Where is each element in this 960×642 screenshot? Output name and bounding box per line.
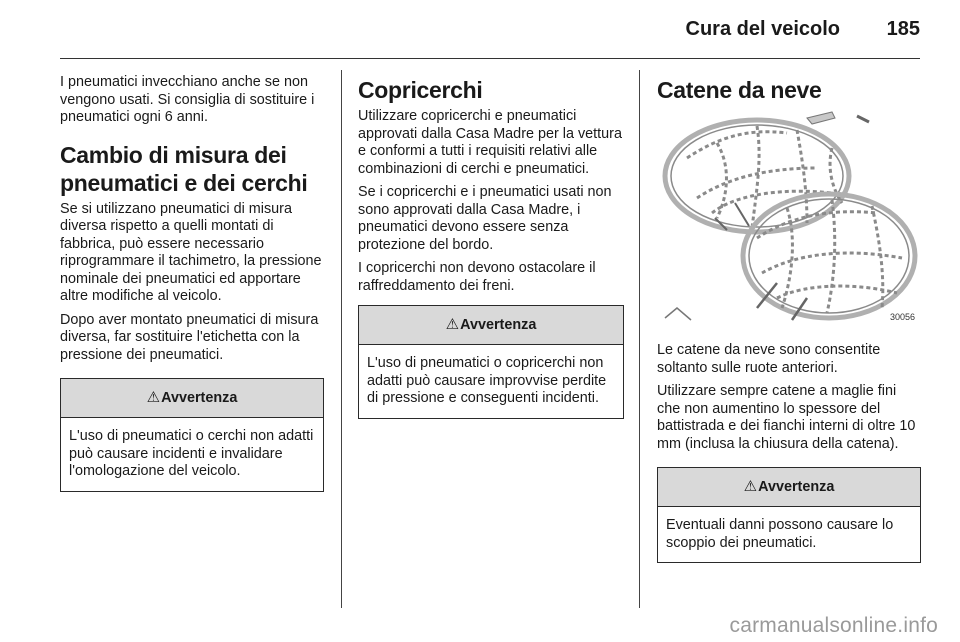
- warning-box: [60, 378, 324, 492]
- heading-snow-chains: Catene da neve: [657, 77, 822, 103]
- warning-header: [61, 379, 323, 418]
- page-number: 185: [886, 18, 920, 40]
- warning-box: [358, 305, 624, 419]
- paragraph: Se i copricerchi e i pneumatici usati non sono approvati dalla Casa Madre, i pneumatici devono essere senza protezione del bordo.: [358, 184, 612, 253]
- warning-title: Avvertenza: [161, 390, 238, 406]
- paragraph: Dopo aver montato pneumatici di misura diversa, far sostituire l'etichetta con la pressione dei pneumatici.: [60, 311, 319, 363]
- warning-header: [658, 468, 920, 507]
- header-divider: [60, 58, 920, 59]
- page-header: [60, 10, 920, 50]
- column-2: [358, 74, 624, 427]
- warning-title: Avvertenza: [758, 479, 835, 495]
- paragraph: Utilizzare copricerchi e pneumatici approvati dalla Casa Madre per la vettura e conformi a tutti i requisiti relativi alle combinazioni di cerchi e pneumatici.: [358, 108, 622, 177]
- heading-wheel-covers: Copricerchi: [358, 77, 483, 103]
- section-title: Cura del veicolo: [685, 18, 840, 40]
- warning-box: [657, 467, 921, 563]
- figure-number: 30056: [889, 312, 915, 322]
- snow-chains-illustration: [657, 108, 919, 326]
- heading-tire-size-change: Cambio di misura dei pneumatici e dei cerchi: [60, 141, 308, 196]
- warning-text: Eventuali danni possono causare lo scoppio dei pneumatici.: [666, 517, 894, 551]
- paragraph: I copricerchi non devono ostacolare il raffreddamento dei freni.: [358, 260, 596, 294]
- column-1: [60, 74, 324, 500]
- paragraph: Se si utilizzano pneumatici di misura diversa rispetto a quelli montati di fabbrica, può essere necessario riprogrammare il tachimetro, la pressione nominale dei pneumatici ed apportare altre modifiche al veicolo.: [60, 200, 322, 304]
- warning-header: [359, 306, 623, 345]
- paragraph: Utilizzare sempre catene a maglie fini che non aumentino lo spessore del battistrada e dei fianchi interni di oltre 10 mm (inclusa la chiusura della catena).: [657, 383, 916, 452]
- intro-paragraph: I pneumatici invecchiano anche se non vengono usati. Si consiglia di sostituire i pneumatici ogni 6 anni.: [60, 74, 315, 125]
- watermark: carmanualsonline.info: [729, 614, 938, 637]
- column-divider-2: [639, 70, 640, 608]
- paragraph: Le catene da neve sono consentite soltanto sulle ruote anteriori.: [657, 342, 881, 376]
- warning-title: Avvertenza: [460, 317, 537, 333]
- warning-triangle-icon: ⚠: [743, 478, 758, 495]
- column-3: [657, 74, 921, 571]
- snow-chains-figure: [657, 108, 919, 326]
- column-divider-1: [341, 70, 342, 608]
- warning-triangle-icon: ⚠: [445, 316, 460, 333]
- warning-triangle-icon: ⚠: [146, 389, 161, 406]
- warning-text: L'uso di pneumatici o copricerchi non adatti può causare improvvise perdite di pressione e conseguenti incidenti.: [367, 355, 607, 406]
- warning-text: L'uso di pneumatici o cerchi non adatti può causare incidenti e invalidare l'omologazione del veicolo.: [69, 428, 314, 479]
